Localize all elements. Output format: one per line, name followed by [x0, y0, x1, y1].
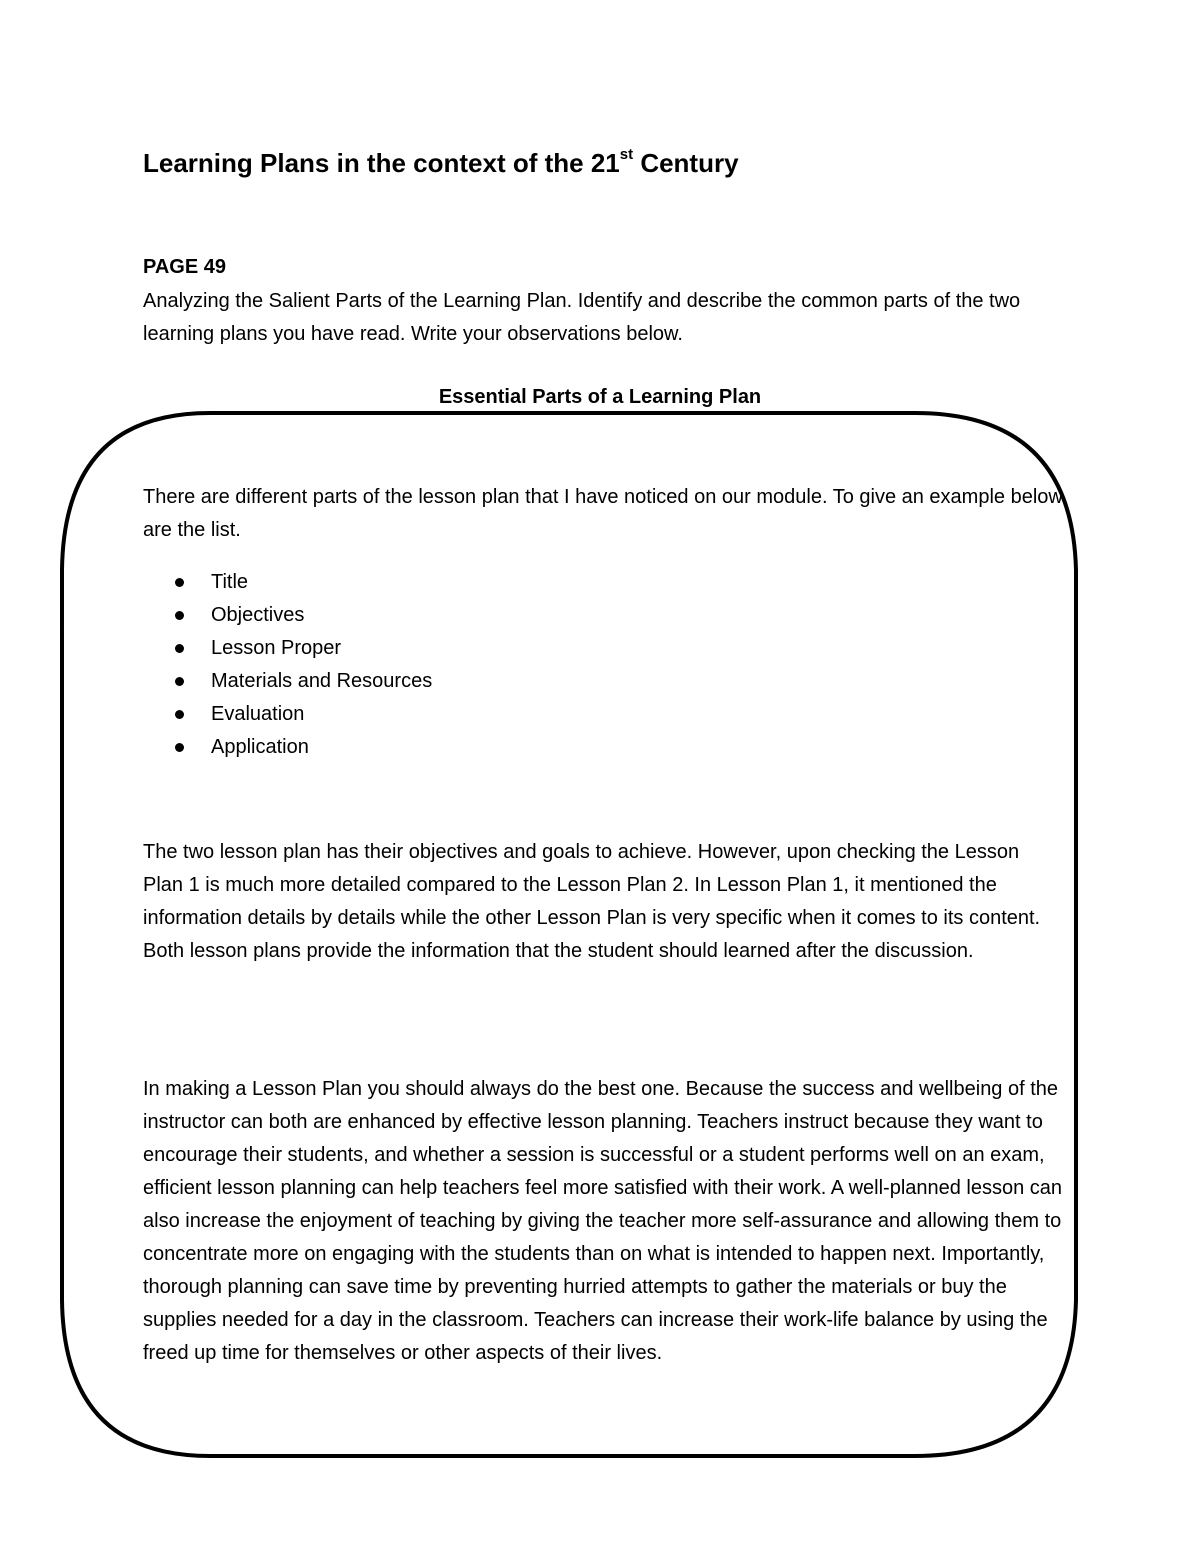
- title-end: Century: [633, 148, 739, 178]
- list-item: [143, 599, 432, 632]
- paragraph-comparison: The two lesson plan has their objectives and goals to achieve. However, upon checking the Lesson Plan 1 is much more detailed compared to the Lesson Plan 2. In Lesson Plan 1, it mentioned the information details by details while the other Lesson Plan is very specific when it comes to its content. Both lesson plans provide the information that the student should learned after the discussion.: [143, 841, 1041, 962]
- list-item-label: Materials and Resources: [211, 670, 433, 692]
- bullet-icon: [175, 611, 184, 620]
- list-item-label: Evaluation: [211, 703, 305, 725]
- list-item: [143, 632, 432, 665]
- list-item: [143, 566, 432, 599]
- list-item: [143, 665, 432, 698]
- bullet-icon: [175, 644, 184, 653]
- bullet-icon: [175, 743, 184, 752]
- list-item: [143, 698, 432, 731]
- list-item: [143, 731, 432, 764]
- list-item-label: Objectives: [211, 604, 305, 626]
- box-heading: Essential Parts of a Learning Plan: [438, 386, 762, 408]
- list-item-label: Title: [211, 571, 249, 593]
- parts-list: [143, 566, 432, 764]
- bullet-icon: [175, 677, 184, 686]
- bullet-icon: [175, 578, 184, 587]
- intro-text: There are different parts of the lesson plan that I have noticed on our module. To give an example below are the list.: [143, 486, 1063, 541]
- title-main: Learning Plans in the context of the 21: [143, 148, 620, 178]
- list-item-label: Application: [211, 736, 309, 758]
- page-label: PAGE 49: [143, 256, 226, 278]
- title-superscript: st: [619, 146, 634, 164]
- paragraph-importance: In making a Lesson Plan you should always do the best one. Because the success and wellbeing of the instructor can both are enhanced by effective lesson planning. Teachers instruct because they want to encourage their students, and whether a session is successful or a student performs well on an exam, efficient lesson planning can help teachers feel more satisfied with their work. A well-planned lesson can also increase the enjoyment of teaching by giving the teacher more self-assurance and allowing them to concentrate more on engaging with the students than on what is intended to happen next. Importantly, thorough planning can save time by preventing hurried attempts to gather the materials or buy the supplies needed for a day in the classroom. Teachers can increase their work-life balance by using the freed up time for themselves or other aspects of their lives.: [143, 1078, 1063, 1364]
- list-item-label: Lesson Proper: [211, 637, 342, 659]
- bullet-icon: [175, 710, 184, 719]
- document-title: [143, 146, 739, 180]
- instructions-text: Analyzing the Salient Parts of the Learning Plan. Identify and describe the common parts of the two learning plans you have read. Write your observations below.: [143, 290, 1021, 345]
